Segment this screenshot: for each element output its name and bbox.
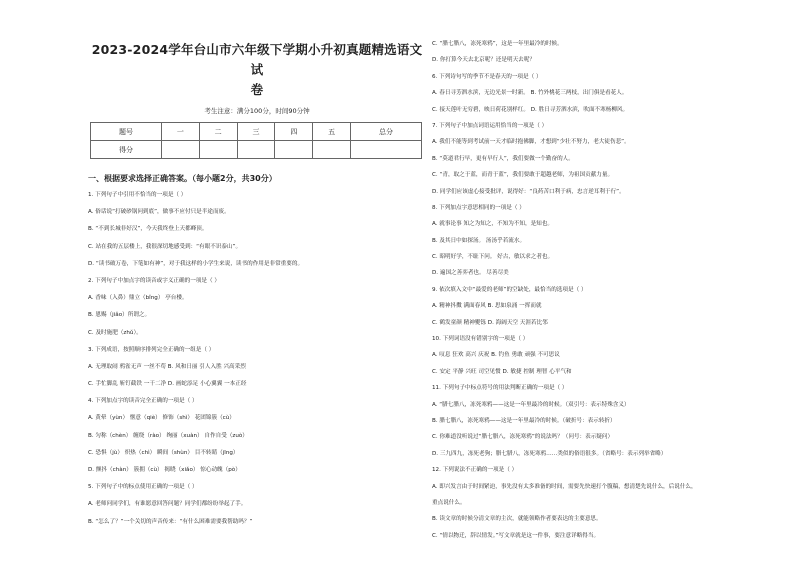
score-header-cell: 题号 [91,123,162,141]
score-table-header [91,123,422,141]
question-line: A. 无理取闹 鸦雀无声 一丝不苟 B. 风和日丽 引人入胜 兴高采烈 [88,363,246,370]
score-header-cell: 五 [313,123,351,141]
score-table-row [91,141,422,159]
question-line: C. 鹤发童颜 精神矍铄 D. 海阔天空 天涯若比邻 [432,319,548,326]
score-table [90,122,422,159]
question-line: D. “读书破万卷，下笔如有神”，对于我这样的小学生来说，读书的作用是非常重要的。 [88,260,304,267]
question-line: B. 腊七腊八，冻死寒鸦——这是一年里最冷的时候。（破折号：表示转折） [432,417,616,424]
question-line: C. 手忙脚乱 斩钉截铁 一干二净 D. 画蛇添足 小心翼翼 一本正经 [88,381,247,388]
title-line-1: 2023-2024学年台山市六年级下学期小升初真题精选语文试 [91,42,423,77]
question-line: 重点说什么。 [432,499,466,506]
question-line: A. 我们不能等到考试前一天才临时抱佛脚，才想到“少壮不努力，老大徒伤悲”。 [432,139,630,146]
question-line: B. 匀称（chèn） 缠绕（rào） 绚丽（xuàn） 自作自受（zuò） [88,432,248,439]
question-line: C. “情以物迁，辞以情发。”写文章就是这一件事，要注意详略得当。 [432,532,600,539]
question-line: 8. 下列加点字意思相同的一项是（ ） [432,204,525,211]
question-line: 6. 下列诗句写的季节不是春天的一项是（ ） [432,73,542,80]
score-cell[interactable] [351,141,422,159]
question-line: A. 老师问同学们，有谁愿意回答问题？同学们都纷纷举起了手。 [88,501,247,508]
score-header-cell: 一 [161,123,199,141]
question-line: D. 同学们应该虚心接受批评，说得好：“良药苦口利于病，忠言逆耳利于行”。 [432,188,625,195]
left-question-list [88,191,426,527]
right-column [432,0,762,541]
question-line: A. 俗话说“打破砂锅问到底”，做事不应付只是半途而废。 [88,209,230,216]
question-line: 5. 下列句子中的标点使用正确的一项是（ ） [88,484,198,491]
left-column [88,0,426,527]
score-cell[interactable] [313,141,351,159]
question-line: B. 读文章的时候分清文章的主次，就能领略作者要表达的主要意思。 [432,516,602,523]
question-line: 11. 下列句子中标点符号的用法判断正确的一项是（ ） [432,385,568,392]
question-line: A. 叹息 狂欢 高兴 庆祝 B. 钓鱼 勇敢 顽强 不可思议 [432,352,560,359]
section-heading: 一、根据要求选择正确答案。（每小题2分，共30分） [88,174,277,183]
question-line: D. 三九四九，冻死老狗；腊七腊八，冻死寒鸦……类似的俗语很多。（省略号：表示列举省略） [432,450,667,457]
question-line: C. 接天莲叶无穷碧，映日荷花别样红。 D. 胜日寻芳泗水滨，吹面不寒杨柳风。 [432,106,629,113]
question-line: C. 安定 平静 兴旺 司空见惯 D. 敏捷 控制 理智 心平气和 [432,368,572,375]
question-line: A. “腊七腊八，冻死寒鸦——这是一年里最冷的时候。（双引号：表示特殊含义） [432,401,630,408]
question-line: A. 就事论事 知之为知之，不知为不知，是知也。 [432,221,553,228]
question-line: A. 香味（入鼻）鼎立（bǐng） 亭台楼。 [88,295,188,302]
question-line: 1. 下列句子中引用不恰当的一项是（ ） [88,192,187,198]
score-header-cell: 三 [237,123,275,141]
question-line: A. 黄晕（yùn） 惬意（qiè） 修饰（shì） 花团锦簇（cù） [88,415,235,422]
question-line: 12. 下列说法不正确的一项是（ ） [432,467,518,474]
question-line: B. “莫道君行早，更有早行人”，我们要做一个勤奋的人。 [432,155,574,162]
question-line: C. 你难道没听说过“腊七腊八，冻死寒鸦”的说法吗？（问号：表示疑问） [432,434,614,441]
score-cell[interactable] [161,141,199,159]
score-cell[interactable] [237,141,275,159]
question-line: A. 精神抖擞 满面春风 B. 思如泉涌 一挥而就 [432,303,542,310]
question-line: B. 恩赐（jiǎo）所谓之。 [88,312,151,319]
title-line-2: 卷 [250,82,264,97]
question-line: C. 及时施肥（zhǔ）。 [88,329,142,336]
question-line: C. 恐惧（jù） 炽热（chì） 瞬间（shùn） 目不转睛（jīng） [88,449,239,456]
question-line: B. “怎么了？”一个关切的声音传来：“有什么困难需要我帮助吗？” [88,518,253,525]
score-header-cell: 二 [199,123,237,141]
question-line: B. “不到长城非好汉”，今天我终登上天都峰顶。 [88,226,208,233]
question-line: A. 即兴发言由于时间紧迫，事先没有太多准备的时间，需要先快速打个腹稿，想清楚先说什么，后说什么， [432,483,697,490]
right-question-list [432,40,762,541]
question-line: A. 春日寻芳泗水滨，无边光景一时新。 B. 竹外桃花三两枝，出门俱是看花人。 [432,90,628,97]
score-header-cell: 四 [275,123,313,141]
question-line: 7. 下列句子中加点词语运用恰当的一项是（ ） [432,122,548,129]
page-title [88,40,426,100]
score-row-label: 得分 [91,141,162,159]
question-line: 4. 下列加点字的读音完全正确的一项是（ ） [88,398,198,405]
question-line: B. 及其日中如探汤。 汤汤乎若流水。 [432,237,526,244]
question-line: D. 颤抖（chàn） 簇拥（cù） 揭晓（xiǎo） 惊心动魄（pò） [88,467,241,473]
question-line: C. 昭明好学，不耻下问。 好古，敏以求之者也。 [432,254,554,261]
question-line: C. “青，取之于蓝，而青于蓝”，我们要敢于超越老师，为祖国贡献力量。 [432,172,614,179]
question-line: 3. 下列成语，按照顺序排列完全正确的一组是（ ） [88,346,215,353]
question-line: D. 遍国之善弈者也。 尽善尽美 [432,270,509,277]
question-line: 9. 依次填入文中“最爱的老师”的空缺处，最恰当的选项是（ ） [432,286,587,293]
question-line: 10. 下列词语没有错别字的一项是（ ） [432,336,529,343]
score-cell[interactable] [275,141,313,159]
exam-info: 考生注意：满分100分，时间90分钟 [204,107,310,115]
question-line: C. “腊七腊八，冻死寒鸦”，这是一年里最冷的时候。 [432,41,563,47]
question-line: D. 你打算今天去北京呢？还是明天去呢？ [432,57,535,64]
score-cell[interactable] [199,141,237,159]
question-line: C. 站在我的五层楼上，我很深切地感受到：“有眼不识泰山”。 [88,243,242,250]
score-header-cell: 总分 [351,123,422,141]
question-line: 2. 下列句子中加点字的读音或字义正确的一项是（ ） [88,277,220,284]
